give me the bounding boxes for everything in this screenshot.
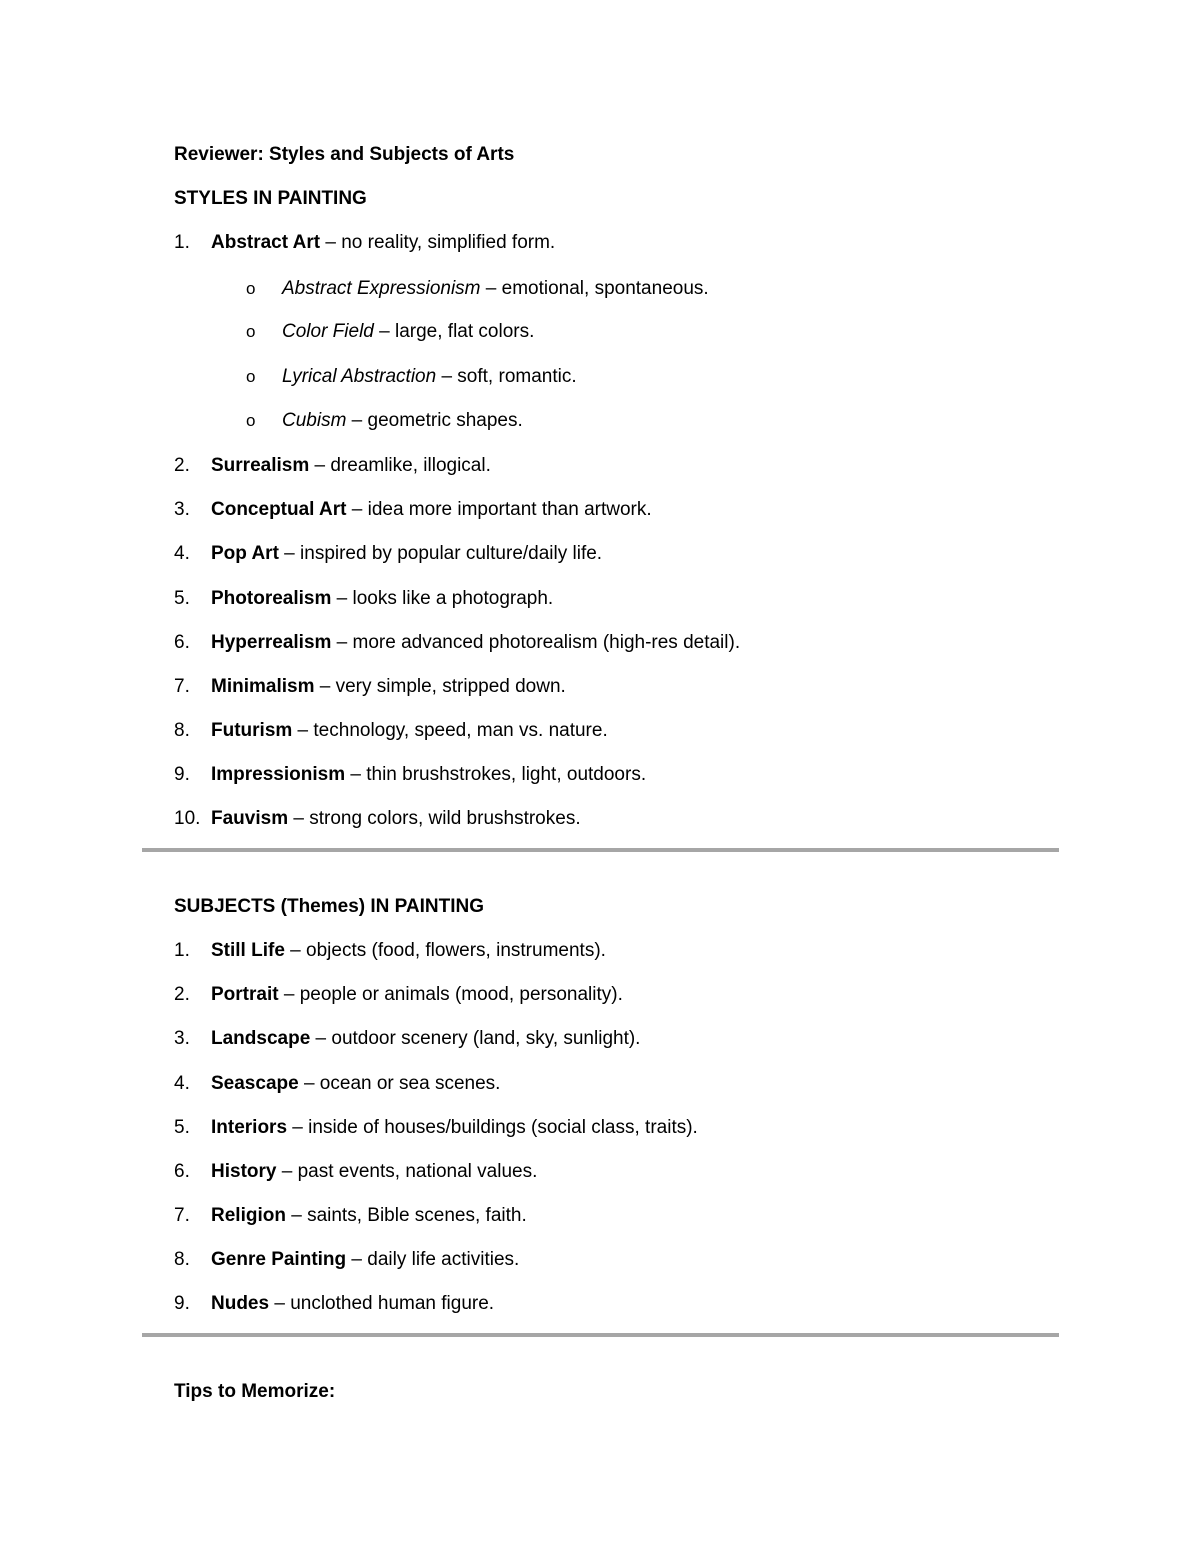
styles-heading: STYLES IN PAINTING	[174, 188, 367, 209]
list-number: 7.	[174, 1205, 190, 1226]
list-item	[174, 764, 646, 786]
list-desc: – idea more important than artwork.	[346, 499, 652, 520]
sub-desc: – soft, romantic.	[436, 366, 577, 387]
list-number: 6.	[174, 1161, 190, 1182]
list-term: Still Life	[211, 940, 285, 961]
sub-term: Cubism	[282, 410, 347, 431]
list-item	[174, 588, 553, 610]
list-term: Fauvism	[211, 808, 289, 829]
list-term: Pop Art	[211, 543, 279, 564]
horizontal-divider	[142, 1333, 1059, 1337]
list-term: Conceptual Art	[211, 499, 347, 520]
sub-list-item	[246, 410, 523, 432]
list-number: 7.	[174, 676, 190, 697]
list-desc: – thin brushstrokes, light, outdoors.	[345, 764, 647, 785]
list-item	[174, 499, 652, 521]
list-term: Genre Painting	[211, 1249, 347, 1270]
sub-term: Color Field	[282, 321, 374, 342]
list-desc: – objects (food, flowers, instruments).	[284, 940, 606, 961]
sub-desc: – large, flat colors.	[373, 321, 535, 342]
list-desc: – very simple, stripped down.	[314, 676, 566, 697]
list-term: Hyperrealism	[211, 632, 332, 653]
list-term: Photorealism	[211, 588, 332, 609]
list-item	[174, 1117, 698, 1139]
list-number: 10.	[174, 808, 201, 829]
list-item	[174, 1249, 519, 1271]
list-desc: – ocean or sea scenes.	[298, 1073, 501, 1094]
sub-desc: – geometric shapes.	[346, 410, 523, 431]
bullet-icon: o	[246, 322, 256, 341]
bullet-icon: o	[246, 411, 256, 430]
sub-term: Abstract Expressionism	[282, 278, 481, 299]
list-desc: – dreamlike, illogical.	[309, 455, 491, 476]
list-item	[174, 940, 606, 962]
list-term: Landscape	[211, 1028, 311, 1049]
list-item	[174, 632, 740, 654]
list-number: 9.	[174, 764, 190, 785]
subjects-heading: SUBJECTS (Themes) IN PAINTING	[174, 896, 485, 917]
list-number: 2.	[174, 984, 190, 1005]
list-number: 4.	[174, 1073, 190, 1094]
list-term: Nudes	[211, 1293, 270, 1314]
list-term: Religion	[211, 1205, 286, 1226]
list-number: 3.	[174, 1028, 190, 1049]
list-desc: – unclothed human figure.	[269, 1293, 495, 1314]
sub-list-item	[246, 366, 577, 388]
list-desc: – no reality, simplified form.	[320, 232, 556, 253]
list-desc: – more advanced photorealism (high-res detail).	[331, 632, 741, 653]
list-term: Portrait	[211, 984, 279, 1005]
list-term: Futurism	[211, 720, 293, 741]
list-item	[174, 720, 608, 742]
tips-heading: Tips to Memorize:	[174, 1381, 336, 1402]
list-item	[174, 676, 566, 698]
list-number: 6.	[174, 632, 190, 653]
list-desc: – inside of houses/buildings (social class, traits).	[287, 1117, 698, 1138]
document-title: Reviewer: Styles and Subjects of Arts	[174, 144, 515, 165]
list-number: 1.	[174, 940, 190, 961]
list-desc: – technology, speed, man vs. nature.	[292, 720, 608, 741]
list-term: Minimalism	[211, 676, 315, 697]
list-term: Interiors	[211, 1117, 288, 1138]
list-term: Surrealism	[211, 455, 310, 476]
list-item	[174, 1293, 494, 1315]
list-number: 2.	[174, 455, 190, 476]
list-item	[174, 984, 623, 1006]
list-desc: – saints, Bible scenes, faith.	[285, 1205, 527, 1226]
list-desc: – looks like a photograph.	[331, 588, 554, 609]
list-item	[174, 1205, 527, 1227]
list-number: 8.	[174, 1249, 190, 1270]
list-item	[174, 455, 491, 477]
list-item	[174, 1028, 640, 1050]
list-desc: – past events, national values.	[276, 1161, 538, 1182]
sub-term: Lyrical Abstraction	[282, 366, 437, 387]
list-desc: – people or animals (mood, personality).	[278, 984, 623, 1005]
list-item	[174, 808, 581, 830]
list-number: 5.	[174, 1117, 190, 1138]
list-number: 5.	[174, 588, 190, 609]
list-desc: – strong colors, wild brushstrokes.	[288, 808, 581, 829]
list-item	[174, 543, 602, 565]
list-item	[174, 1161, 537, 1183]
list-desc: – daily life activities.	[346, 1249, 520, 1270]
sub-desc: – emotional, spontaneous.	[480, 278, 709, 299]
list-number: 4.	[174, 543, 190, 564]
list-term: Seascape	[211, 1073, 299, 1094]
list-term: History	[211, 1161, 277, 1182]
list-term: Abstract Art	[211, 232, 321, 253]
list-number: 8.	[174, 720, 190, 741]
list-number: 1.	[174, 232, 190, 253]
list-number: 3.	[174, 499, 190, 520]
list-desc: – outdoor scenery (land, sky, sunlight).	[310, 1028, 641, 1049]
list-term: Impressionism	[211, 764, 346, 785]
list-desc: – inspired by popular culture/daily life.	[278, 543, 603, 564]
list-item	[174, 1073, 500, 1095]
bullet-icon: o	[246, 279, 256, 298]
list-item	[174, 232, 555, 254]
list-number: 9.	[174, 1293, 190, 1314]
sub-list-item	[246, 278, 709, 300]
bullet-icon: o	[246, 367, 256, 386]
horizontal-divider	[142, 848, 1059, 852]
sub-list-item	[246, 321, 534, 343]
